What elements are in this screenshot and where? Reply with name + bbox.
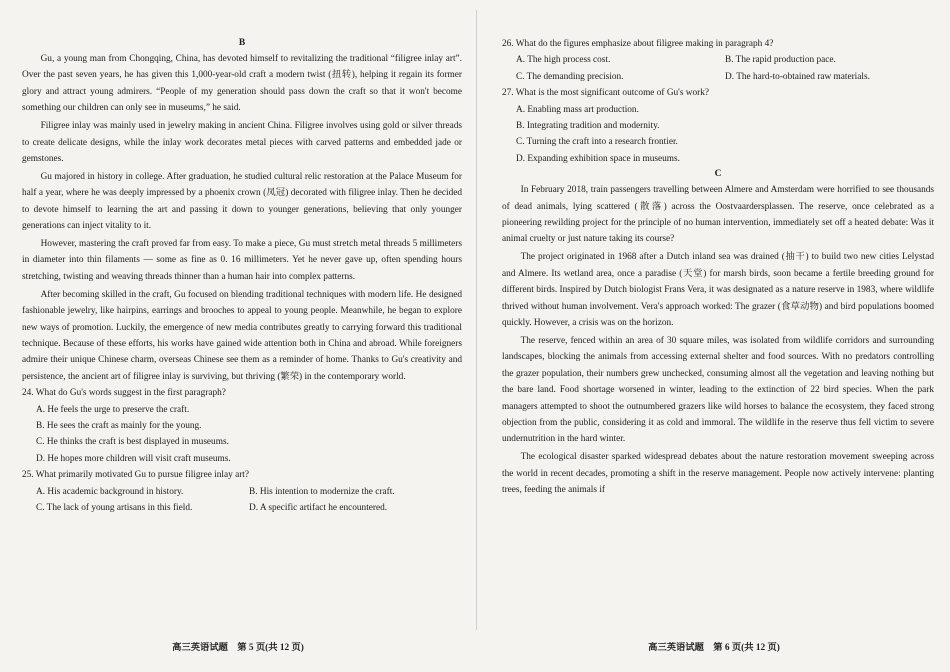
question-25-options-row-1 <box>22 484 462 500</box>
question-25-options-row-2 <box>22 500 462 516</box>
exam-page-6 <box>478 0 950 672</box>
section-heading-b: B <box>238 38 246 48</box>
passage-b-paragraph-4: However, mastering the craft proved far from easy. To make a piece, Gu must stretch metal threads 5 millimeters in diameter into thin filaments — some as fine as 0. 16 millimeters. Yet he never gave up, often spending hours stretching, twisting and weaving threads thinner than a human hair into complex patterns. <box>22 238 462 282</box>
passage-b-paragraph-1: Gu, a young man from Chongqing, China, has devoted himself to revitalizing the traditional “filigree inlay art”. Over the past seven years, he has given this 1,000-year-old craft a modern twist (扭转), helping it regain its former glory and attract young admirers. “People of my generation should pass down the craft so that it won't become something our children can only see in museums,” he said. <box>22 54 462 114</box>
question-24-option-a: A. He feels the urge to preserve the craft. <box>36 404 190 415</box>
question-26-options-row-1 <box>502 52 934 68</box>
passage-b-paragraph-2: Filigree inlay was mainly used in jewelry making in ancient China. Filigree involves using gold or silver threads to create delicate designs, while the inlay work decorates metal pieces with carved patterns and embedded jade or gemstones. <box>22 121 462 164</box>
question-26-option-c: C. The demanding precision. <box>516 71 624 82</box>
passage-b-paragraph-3: Gu majored in history in college. After graduation, he studied cultural relic restoration at the Palace Museum for half a year, where he was deeply impressed by a phoenix crown (凤冠) decorated with filigree inlay. Then he decided to devote himself to learning the art and passing it down to younger generations, believing that only younger generations can inject vitality to it. <box>22 171 462 232</box>
question-26-stem: 26. What do the figures emphasize about filigree making in paragraph 4? <box>502 39 774 49</box>
question-25-option-b: B. His intention to modernize the craft. <box>249 486 395 497</box>
page-footer-right: 高三英语试题 第 6 页(共 12 页) <box>648 642 780 653</box>
question-24-option-b: B. He sees the craft as mainly for the young. <box>36 420 202 431</box>
question-27-stem: 27. What is the most significant outcome of Gu's work? <box>502 88 710 99</box>
question-26-options-row-2 <box>502 69 934 85</box>
page-divider <box>476 10 477 630</box>
question-25-option-a: A. His academic background in history. <box>36 486 184 497</box>
passage-b-paragraph-5: After becoming skilled in the craft, Gu focused on blending traditional techniques with modern life. He designed fashionable jewelry, like hairpins, earrings and brooches to appeal to young people. Meanwhile, he began to explore new ways of promotion. Luckily, the emergence of new media contributes greatly to carrying forward this traditional technique. Because of these efforts, his works have gained wide attention both in China and abroad. While foreigners admire their unique Chinese charm, overseas Chinese see them as a reminder of home. Thanks to Gu's creativity and persistence, the ancient art of filigree inlay is surviving, but thriving (繁荣) in the contemporary world. <box>22 289 462 382</box>
passage-c-paragraph-1: In February 2018, train passengers travelling between Almere and Amsterdam were horrified to see thousands of dead animals, lying scattered (散落) across the Oostvaardersplassen. The reserve, once celebrated as a pioneering rewilding project for the principle of no human intervention, immediately set off a heated debate: Was it animal cruelty or just nature taking its course? <box>502 185 934 245</box>
passage-c-paragraph-3: The reserve, fenced within an area of 30 square miles, was isolated from wildlife corridors and surrounding landscapes, blocking the animals from accessing external shelter and food sources. With no predators controlling the grazer population, their numbers grew unchecked, consuming almost all the vegetation and leaving nothing but the bare land. Food shortage worsened in winter, leading to the extinction of 22 bird species. When the park managers attempted to shoot the outnumbered grazers like wild horses to balance the ecosystem, they faced strong objection from the public, considering it as cold and immoral. The wildlife in the reserve thus fell victim to severe undernutrition in the hard winter. <box>502 335 934 445</box>
page-footer-left: 高三英语试题 第 5 页(共 12 页) <box>172 642 304 653</box>
question-25-option-c: C. The lack of young artisans in this field. <box>36 502 193 513</box>
question-24-option-c: C. He thinks the craft is best displayed in museums. <box>36 437 229 448</box>
question-27-option-c: C. Turning the craft into a research frontier. <box>516 137 678 148</box>
question-24 <box>22 385 462 467</box>
passage-c-paragraph-2: The project originated in 1968 after a Dutch inland sea was drained (抽干) to build two new cities Lelystad and Almere. Its wetland area, once a paradise (天堂) for marsh birds, soon became a fertile breeding ground for different birds. Inspired by Dutch biologist Frans Vera, it was designated as a nature reserve in 1983, where wildlife thrived without human involvement. Vera's approach worked: The grazer (食草动物) and bird populations boomed quickly. However, a crisis was on the horizon. <box>502 252 934 328</box>
question-26 <box>502 36 934 85</box>
question-25-stem: 25. What primarily motivated Gu to pursue filigree inlay art? <box>22 470 250 481</box>
question-27 <box>502 85 934 167</box>
question-27-option-a: A. Enabling mass art production. <box>516 104 639 115</box>
section-heading-c: C <box>714 169 722 180</box>
question-24-stem: 24. What do Gu's words suggest in the first paragraph? <box>22 388 226 399</box>
question-27-option-d: D. Expanding exhibition space in museums. <box>516 153 680 164</box>
question-27-option-b: B. Integrating tradition and modernity. <box>516 121 660 132</box>
question-24-option-d: D. He hopes more children will visit craft museums. <box>36 453 231 464</box>
question-26-option-b: B. The rapid production pace. <box>725 55 836 66</box>
question-26-option-a: A. The high process cost. <box>516 55 611 66</box>
passage-c-paragraph-4: The ecological disaster sparked widespread debates about the nature restoration movement sweeping across the world in recent decades, promoting a shift in the reserve management. People now actively intervene: planting trees, feeding the animals if <box>502 452 934 496</box>
question-25-option-d: D. A specific artifact he encountered. <box>249 502 388 513</box>
question-25 <box>22 467 462 516</box>
question-26-option-d: D. The hard-to-obtained raw materials. <box>725 71 870 82</box>
